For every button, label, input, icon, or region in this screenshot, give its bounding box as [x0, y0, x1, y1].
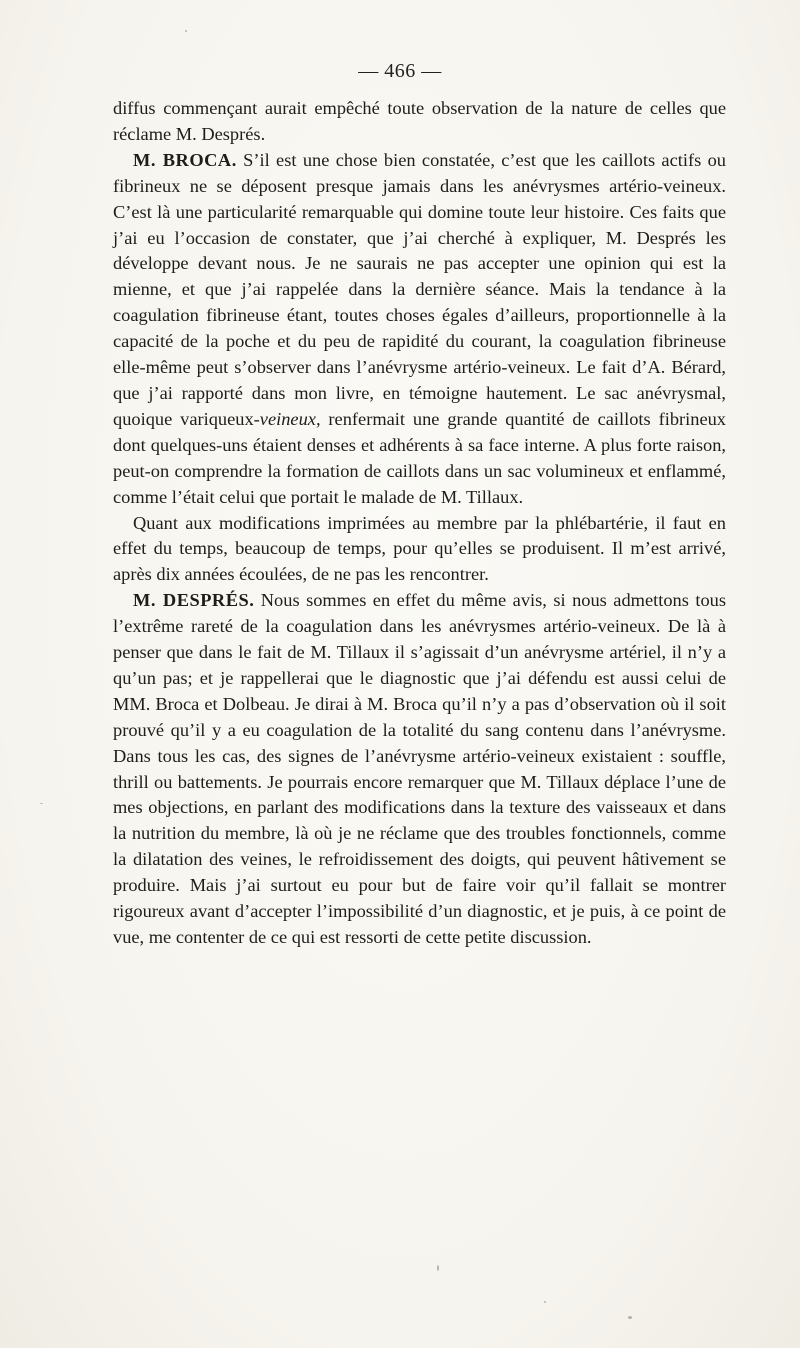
paragraph-broca-continued [113, 511, 726, 589]
paragraph-text: Quant aux modifications imprimées au membre par la phlébartérie, il faut en effet du temps, beaucoup de temps, pour qu’elles se produisent. Il m’est arrivé, après dix années écoulées, de ne pas les rencontrer. [113, 512, 726, 585]
paper-speck [437, 1265, 439, 1271]
paper-speck [40, 803, 43, 804]
paragraph-continuation [113, 96, 726, 148]
paper-speck [544, 1301, 546, 1303]
paragraph-text: S’il est une chose bien constatée, c’est que les caillots actifs ou fibrineux ne se déposent presque jamais dans les anévrysmes artério-veineux. C’est là une particularité remarquable qui domine toute leur histoire. Ces faits que j’ai eu l’occasion de constater, que j’ai cherché à expliquer, M. Després les développe devant nous. Je ne saurais ne pas accepter une opinion qui est la mienne, et que j’ai rappelée dans la dernière séance. Mais la tendance à la coagulation fibrineuse étant, toutes choses égales d’ailleurs, proportionnelle à la capacité de la poche et du peu de rapidité du courant, la coagulation fibrineuse elle-même peut s’observer dans l’anévrysme artério-veineux. Le fait d’A. Bérard, que j’ai rapporté dans mon livre, en témoigne hautement. Le sac anévrysmal, quoique variqueux- [113, 149, 726, 429]
paragraph-broca [113, 148, 726, 511]
body-text [113, 96, 726, 951]
paragraph-text: Nous sommes en effet du même avis, si nous admettons tous l’extrême rareté de la coagulation dans les anévrysmes artério-veineux. De là à penser que dans le fait de M. Tillaux il s’agissait d’un anévrysme artériel, il n’y a qu’un pas; et je rappellerai que le diagnostic que j’ai défendu est aussi celui de MM. Broca et Dolbeau. Je dirai à M. Broca qu’il n’y a pas d’observation où il soit prouvé qu’il y a eu coagulation de la totalité du sang contenu dans l’anévrysme. Dans tous les cas, des signes de l’anévrysme artério-veineux existaient : souffle, thrill ou battements. Je pourrais encore remarquer que M. Tillaux déplace l’une de mes objections, en parlant des modifications dans la texture des vaisseaux et dans la nutrition du membre, là où je ne réclame que des troubles fonctionnels, comme la dilatation des veines, le refroidissement des doigts, qui peuvent hâtivement se produire. Mais j’ai surtout eu pour but de faire voir qu’il fallait se montrer rigoureux avant d’accepter l’impossibilité d’un diagnostic, et je puis, à ce point de vue, me contenter de ce qui est ressorti de cette petite discussion. [113, 590, 727, 947]
page-number: — 466 — [358, 60, 442, 82]
speaker-label: M. BROCA. [133, 149, 237, 170]
speaker-label: M. DESPRÉS. [133, 590, 255, 611]
paragraph-despres [113, 588, 726, 951]
paper-speck [185, 30, 187, 32]
italic-word: veineux, [259, 408, 321, 429]
paragraph-text-after-italic: renfermait une grande quantité de caillots fibrineux dont quelques-uns étaient denses et adhérents à sa face interne. A plus forte raison, peut-on comprendre la formation de caillots dans un sac volumineux et enflammé, comme l’était celui que portait le malade de M. Tillaux. [113, 408, 726, 507]
paper-speck [628, 1316, 632, 1319]
paragraph-text: diffus commençant aurait empêché toute observation de la nature de celles que réclame M. Després. [113, 98, 726, 144]
